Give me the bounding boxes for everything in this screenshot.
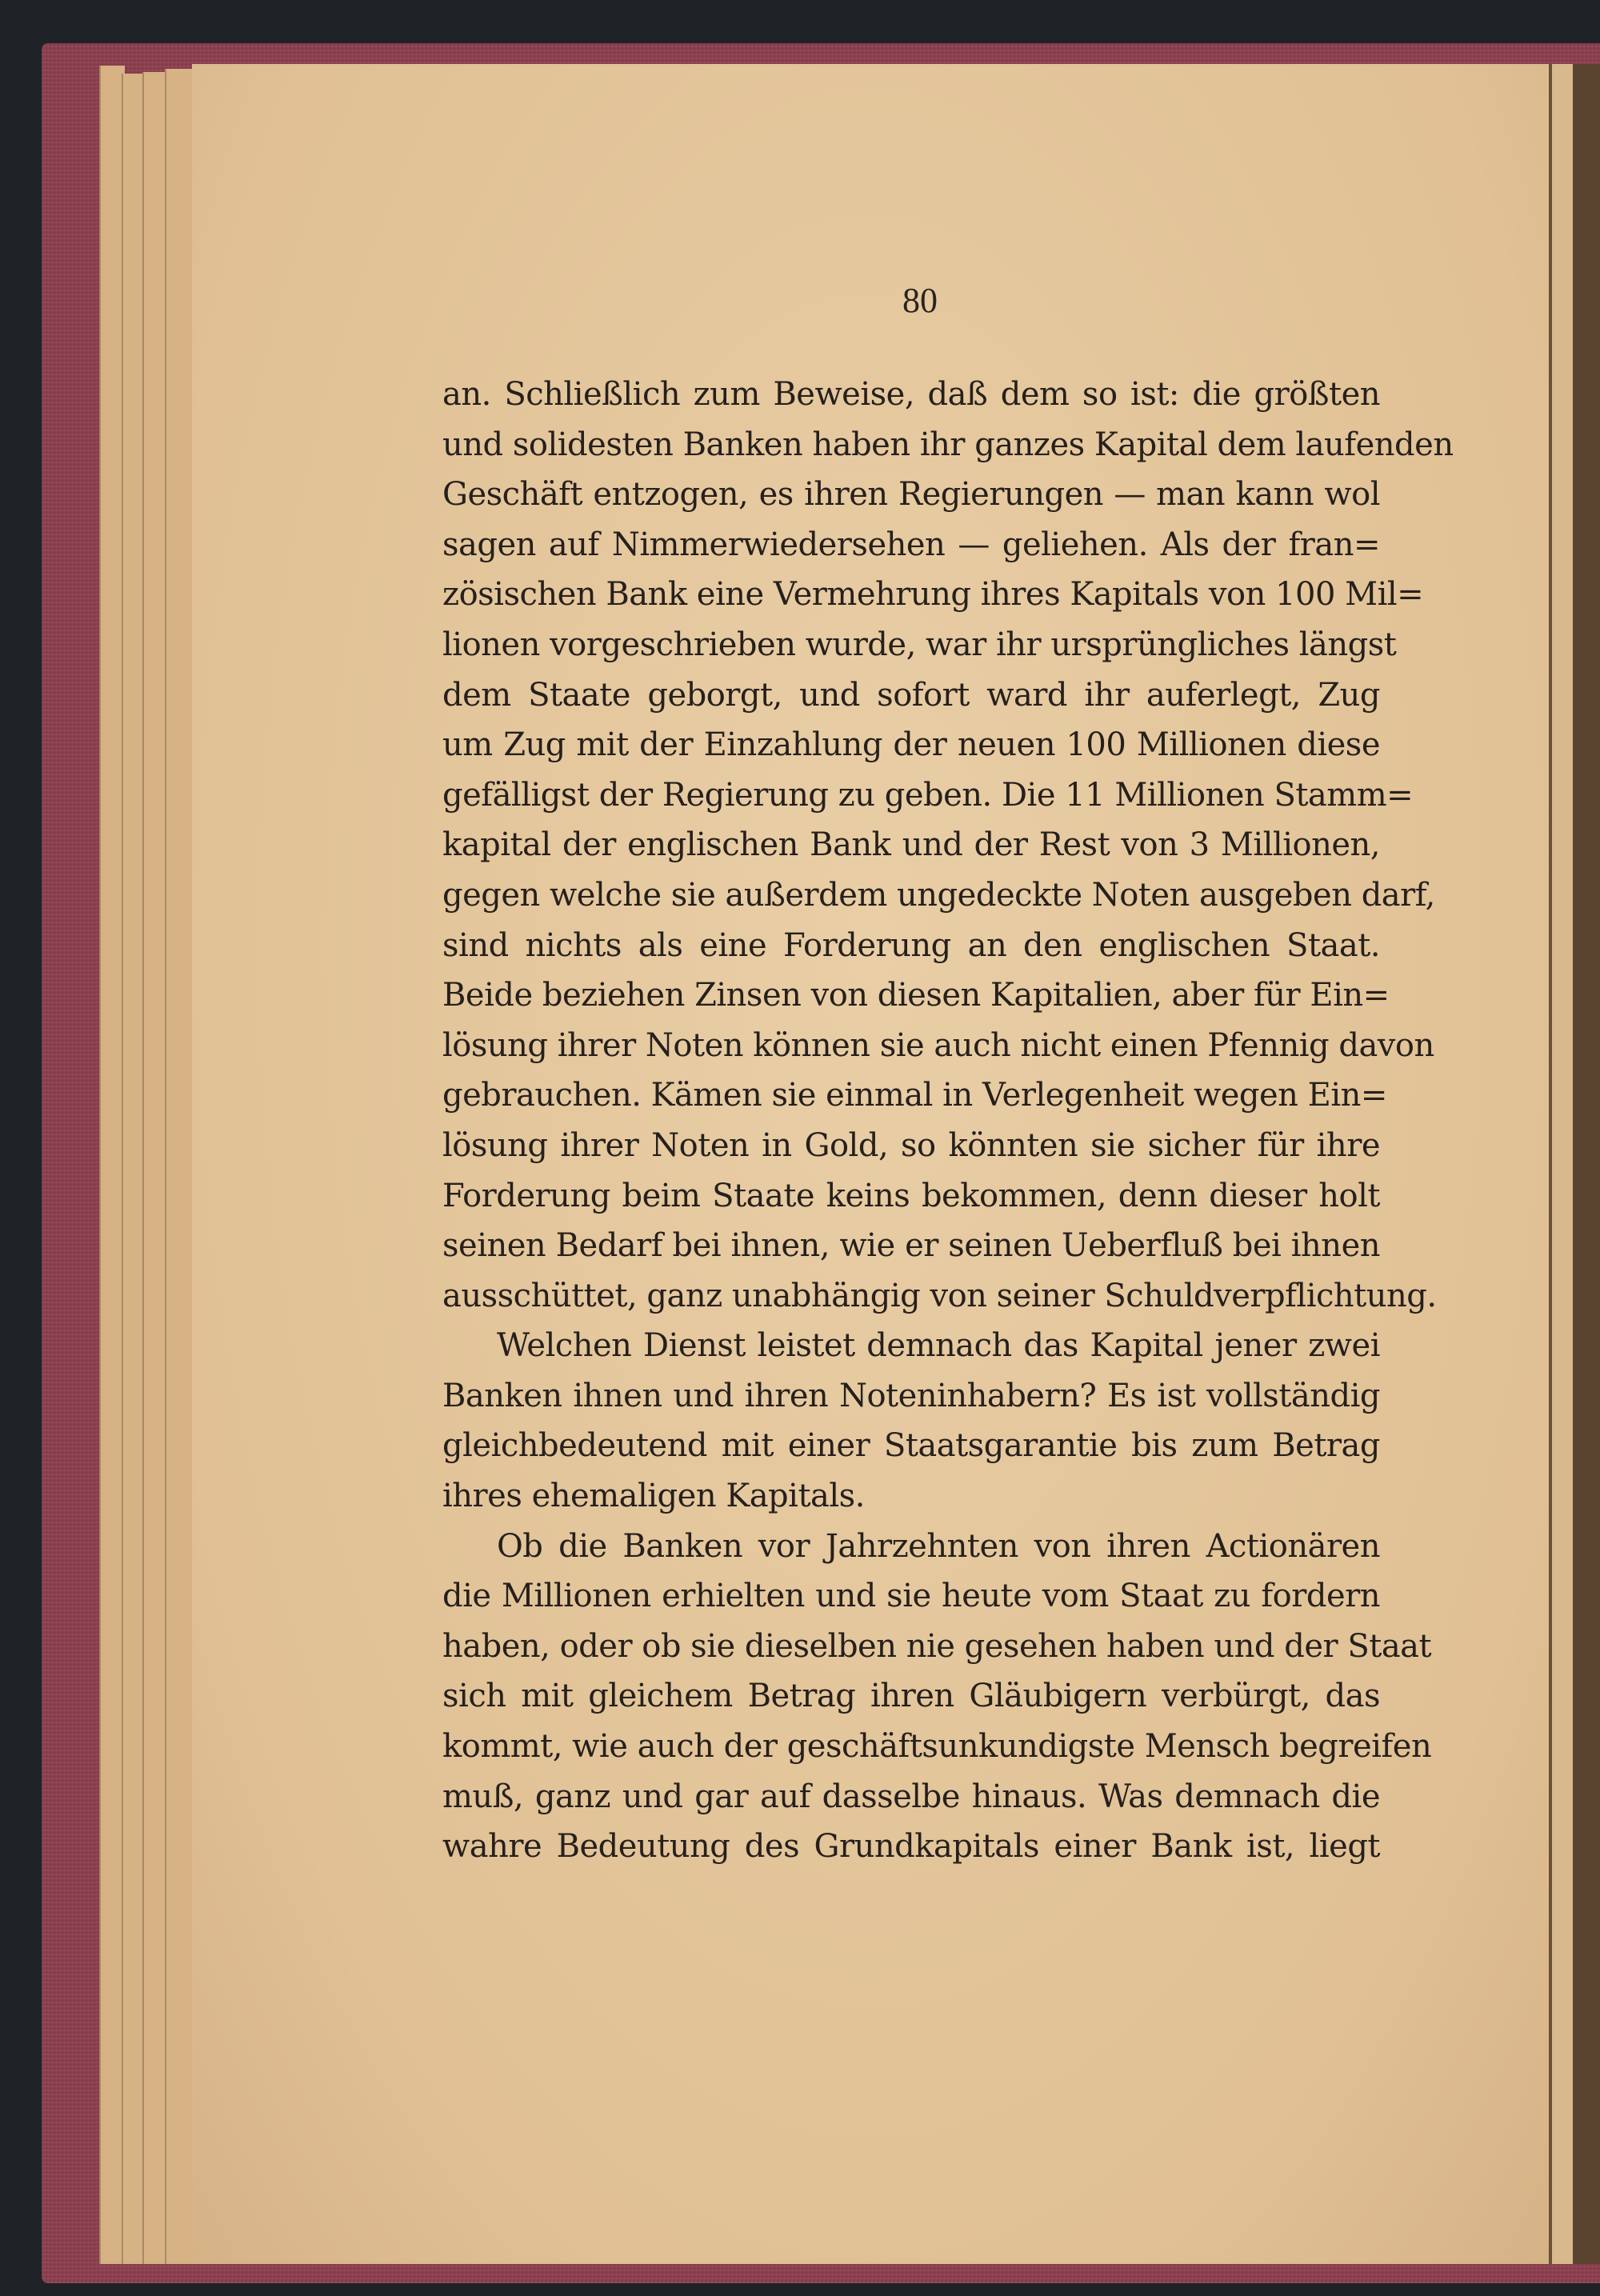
text-line: Forderung beim Staate keins bekommen, denn dieser holt	[442, 1177, 1380, 1214]
text-line: Ob die Banken vor Jahrzehnten von ihren Actionären	[497, 1527, 1380, 1565]
text-line: ihres ehemaligen Kapitals.	[442, 1478, 865, 1515]
text-line: Geschäft entzogen, es ihren Regierungen — man kann wol	[442, 476, 1380, 514]
text-line: gebrauchen. Kämen sie einmal in Verlegenheit wegen Ein=	[442, 1077, 1387, 1114]
paragraph	[442, 1321, 1380, 1521]
text-line: ausschüttet, ganz unabhängig von seiner Schuldverpflichtung.	[442, 1277, 1437, 1314]
text-line: seinen Bedarf bei ihnen, wie er seinen Ueberfluß bei ihnen	[442, 1227, 1380, 1265]
text-line: gleichbedeutend mit einer Staatsgarantie bis zum Betrag	[442, 1427, 1380, 1465]
text-line: sind nichts als eine Forderung an den englischen Staat.	[442, 926, 1380, 964]
paragraph	[442, 370, 1454, 1321]
text-line: dem Staate geborgt, und sofort ward ihr auferlegt, Zug	[442, 676, 1380, 714]
facing-page-edge	[1549, 64, 1600, 2264]
page-number: 80	[902, 281, 938, 320]
text-line: wahre Bedeutung des Grundkapitals einer Bank ist, liegt	[442, 1828, 1380, 1866]
text-line: Welchen Dienst leistet demnach das Kapital jener zwei	[497, 1327, 1380, 1365]
paragraph	[442, 1522, 1432, 1872]
text-line: um Zug mit der Einzahlung der neuen 100 Millionen diese	[442, 726, 1380, 764]
text-line: kapital der englischen Bank und der Rest von 3 Millionen,	[442, 826, 1380, 864]
text-line: gefälligst der Regierung zu geben. Die 11 Millionen Stamm=	[442, 776, 1414, 814]
text-line: lösung ihrer Noten in Gold, so könnten sie sicher für ihre	[442, 1126, 1380, 1164]
text-line: sich mit gleichem Betrag ihren Gläubigern verbürgt, das	[442, 1678, 1380, 1715]
text-line: und solidesten Banken haben ihr ganzes Kapital dem laufenden	[442, 426, 1454, 463]
text-line: zösischen Bank eine Vermehrung ihres Kapitals von 100 Mil=	[442, 576, 1424, 614]
text-line: sagen auf Nimmerwiedersehen — geliehen. Als der fran=	[442, 526, 1380, 563]
body-text	[442, 370, 1454, 1872]
page-edge	[165, 69, 195, 2264]
text-line: lionen vorgeschrieben wurde, war ihr ursprüngliches längst	[442, 626, 1397, 663]
text-line: Banken ihnen und ihren Noteninhabern? Es ist vollständig	[442, 1377, 1380, 1414]
text-line: lösung ihrer Noten können sie auch nicht einen Pfennig davon	[442, 1026, 1434, 1064]
text-line: die Millionen erhielten und sie heute vom Staat zu fordern	[442, 1578, 1380, 1615]
text-line: an. Schließlich zum Beweise, daß dem so ist: die größten	[442, 376, 1380, 413]
text-line: Beide beziehen Zinsen von diesen Kapitalien, aber für Ein=	[442, 977, 1390, 1014]
text-line: kommt, wie auch der geschäftsunkundigste Mensch begreifen	[442, 1728, 1432, 1766]
text-line: muß, ganz und gar auf dasselbe hinaus. Was demnach die	[442, 1778, 1380, 1815]
text-line: gegen welche sie außerdem ungedeckte Noten ausgeben darf,	[442, 876, 1435, 914]
text-line: haben, oder ob sie dieselben nie gesehen haben und der Staat	[442, 1627, 1432, 1665]
